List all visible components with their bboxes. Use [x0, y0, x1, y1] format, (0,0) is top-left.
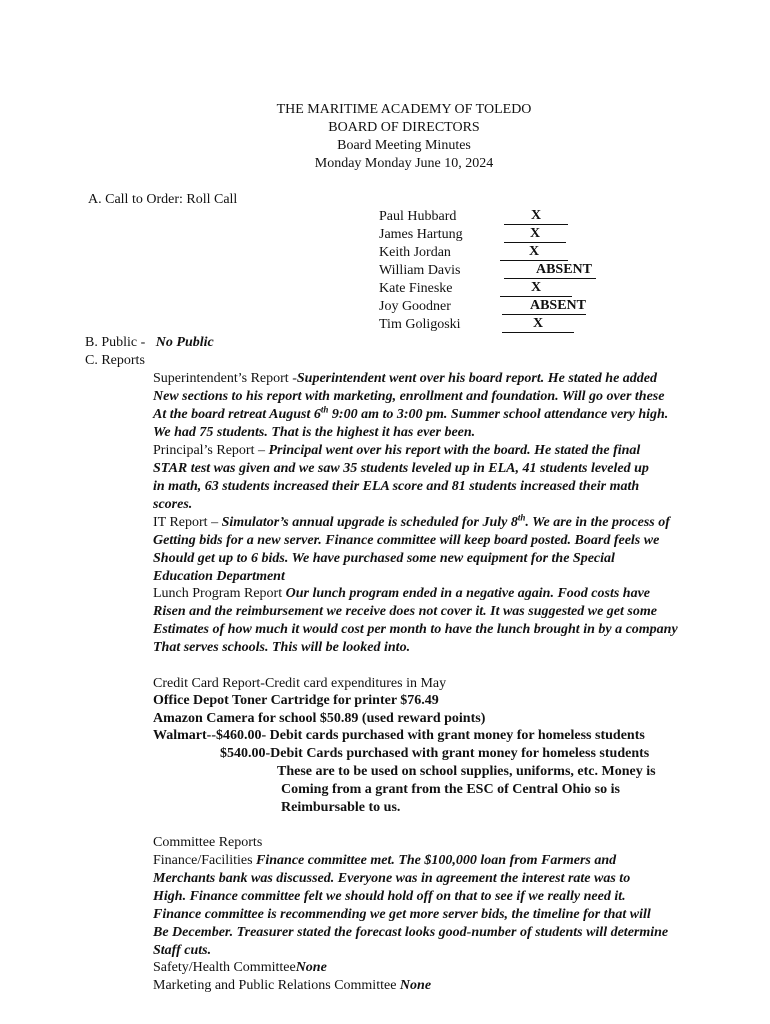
it-report-label: IT Report –: [153, 515, 222, 530]
roll-status: X: [500, 244, 568, 261]
finance-committee-label: Finance/Facilities: [153, 853, 257, 868]
superintendent-report-text: We had 75 students. That is the highest it has ever been.: [153, 425, 476, 440]
roll-status: X: [500, 280, 572, 297]
board-name: BOARD OF DIRECTORS: [328, 120, 480, 135]
finance-committee-text: High. Finance committee felt we should hold off on that to see if we really need it.: [153, 889, 626, 904]
it-report-text: Should get up to 6 bids. We have purchased some new equipment for the Special: [153, 551, 615, 566]
marketing-committee-value: None: [399, 978, 432, 993]
principal-report-label: Principal’s Report –: [153, 443, 269, 458]
public-label: B. Public -: [85, 335, 146, 350]
principal-report-line: Principal’s Report – Principal went over his report with the board. He stated the final: [153, 443, 641, 458]
superintendent-report-text: New sections to his report with marketing, enrollment and foundation. Will go over these: [153, 389, 665, 404]
marketing-committee-line: [153, 977, 431, 995]
lunch-report-text: That serves schools. This will be looked into.: [153, 640, 411, 655]
meeting-date: Monday Monday June 10, 2024: [314, 156, 494, 171]
it-report-line: IT Report – Simulator’s annual upgrade is scheduled for July 8th. We are in the process of: [153, 512, 670, 530]
principal-report-text: scores.: [153, 497, 193, 512]
reports-heading: C. Reports: [85, 353, 145, 368]
credit-card-item: $540.00-Debit Cards purchased with grant money for homeless students: [220, 746, 650, 761]
finance-committee-text: Finance committee is recommending we get more server bids, the timeline for that will: [153, 907, 651, 922]
document-type: Board Meeting Minutes: [337, 138, 471, 153]
principal-report-text: in math, 63 students increased their ELA score and 81 students increased their math: [153, 479, 640, 494]
superintendent-report-text: At the board retreat August 6th 9:00 am to 3:00 pm. Summer school attendance very high.: [153, 404, 669, 422]
roll-status: X: [504, 208, 568, 225]
roll-name: Paul Hubbard: [379, 209, 457, 224]
safety-committee-value: None: [295, 960, 327, 975]
roll-status: X: [504, 226, 566, 243]
roll-name: James Hartung: [379, 227, 463, 242]
superintendent-report-line: Superintendent’s Report -Superintendent went over his board report. He stated he added: [153, 371, 657, 386]
roll-name: Joy Goodner: [379, 299, 451, 314]
finance-committee-text: Be December. Treasurer stated the forecast looks good-number of students will determine: [153, 925, 669, 940]
public-section: [85, 334, 214, 352]
committee-reports-heading: Committee Reports: [153, 835, 263, 850]
lunch-report-label: Lunch Program Report: [153, 586, 286, 601]
school-name: THE MARITIME ACADEMY OF TOLEDO: [276, 102, 532, 117]
credit-card-heading: Credit Card Report-Credit card expenditures in May: [153, 676, 447, 691]
principal-report-text: STAR test was given and we saw 35 students leveled up in ELA, 41 students leveled up: [153, 461, 649, 476]
lunch-report-text: Estimates of how much it would cost per month to have the lunch brought in by a company: [153, 622, 678, 637]
finance-committee-text: Merchants bank was discussed. Everyone was in agreement the interest rate was to: [153, 871, 631, 886]
roll-status: ABSENT: [502, 298, 586, 315]
roll-name: Keith Jordan: [379, 245, 451, 260]
public-value: No Public: [155, 335, 214, 350]
roll-name: Kate Fineske: [379, 281, 453, 296]
roll-name: Tim Goligoski: [379, 317, 461, 332]
roll-status: X: [502, 316, 574, 333]
safety-committee-line: [153, 959, 327, 977]
credit-card-item: Office Depot Toner Cartridge for printer $76.49: [153, 693, 439, 708]
credit-card-note: Coming from a grant from the ESC of Central Ohio so is: [281, 782, 620, 797]
credit-card-item: Amazon Camera for school $50.89 (used reward points): [153, 711, 486, 726]
roll-status: ABSENT: [504, 262, 596, 279]
credit-card-item: Walmart--$460.00- Debit cards purchased with grant money for homeless students: [153, 728, 645, 743]
credit-card-note: Reimbursable to us.: [281, 800, 401, 815]
finance-committee-text: Staff cuts.: [153, 943, 212, 958]
roll-name: William Davis: [379, 263, 461, 278]
marketing-committee-label: Marketing and Public Relations Committee: [153, 978, 400, 993]
finance-committee-line: Finance/Facilities Finance committee met. The $100,000 loan from Farmers and: [153, 853, 617, 868]
lunch-report-line: Lunch Program Report Our lunch program ended in a negative again. Food costs have: [153, 586, 651, 601]
it-report-text: Education Department: [153, 569, 285, 584]
it-report-text: Getting bids for a new server. Finance committee will keep board posted. Board feels we: [153, 533, 660, 548]
call-to-order-heading: A. Call to Order: Roll Call: [88, 192, 238, 207]
safety-committee-label: Safety/Health Committee: [153, 960, 296, 975]
lunch-report-text: Risen and the reimbursement we receive does not cover it. It was suggested we get some: [153, 604, 657, 619]
credit-card-note: These are to be used on school supplies, uniforms, etc. Money is: [277, 764, 656, 779]
superintendent-report-label: Superintendent’s Report -: [153, 371, 297, 386]
